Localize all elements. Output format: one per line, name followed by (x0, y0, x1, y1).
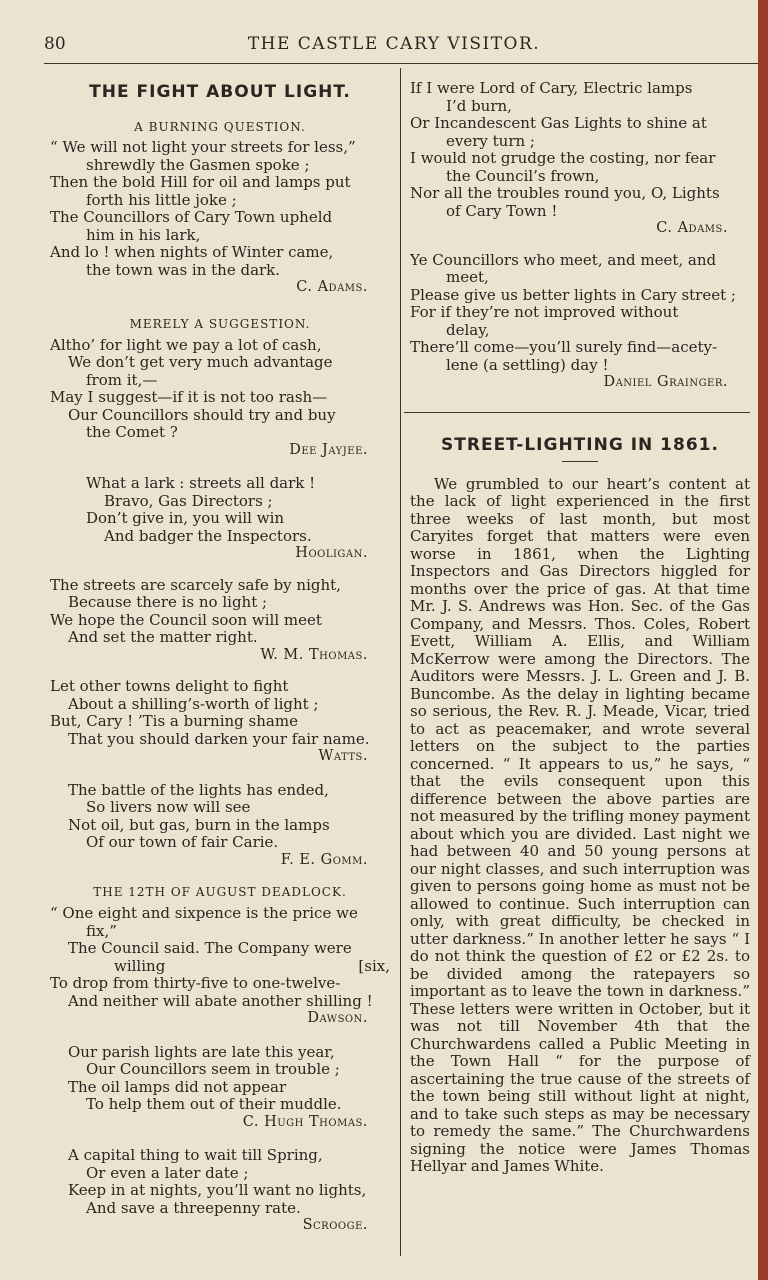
verse-line: To drop from thirty-five to one-twelve- (50, 974, 341, 992)
poem (50, 905, 390, 1028)
poem (50, 678, 390, 766)
verse-line: The battle of the lights has ended, (68, 780, 329, 799)
poem (50, 782, 390, 870)
verse-line: For if they’re not improved without (410, 303, 679, 321)
verse-line: meet, (446, 268, 489, 286)
poem (50, 1044, 390, 1132)
poem-author: Dawson. (307, 1010, 368, 1026)
verse-line: The Council said. The Company were (68, 939, 352, 957)
verse-line: “ We will not light your streets for less,” (50, 138, 356, 156)
verse-line: Then the bold Hill for oil and lamps put (50, 173, 351, 191)
verse-line: We hope the Council soon will meet (50, 610, 322, 629)
section-title: THE FIGHT ABOUT LIGHT. (89, 82, 351, 102)
verse-line: I would not grudge the costing, nor fear (410, 149, 716, 167)
verse-line: him in his lark, (86, 225, 201, 244)
verse-line: the Comet ? (86, 423, 178, 441)
verse-line: the town was in the dark. (86, 260, 281, 279)
verse-line: What a lark : streets all dark ! (86, 474, 316, 492)
poem-author: F. E. Gomm. (280, 851, 368, 868)
verse-line: Bravo, Gas Directors ; (104, 491, 273, 510)
verse-line: I’d burn, (446, 96, 512, 115)
verse-line: Because there is no light ; (68, 593, 268, 611)
verse-line: Or Incandescent Gas Lights to shine at (410, 114, 707, 132)
verse-line: from it,— (86, 370, 158, 389)
verse-line: The Councillors of Cary Town upheld (50, 208, 333, 226)
poem-author: Dee Jayjee. (289, 441, 368, 458)
poem-heading: MERELY A SUGGESTION. (129, 316, 311, 331)
verse-line: the Council’s frown, (446, 166, 600, 185)
verse-line: Altho’ for light we pay a lot of cash, (50, 335, 322, 354)
verse-line: That you should darken your fair name. (68, 729, 370, 748)
verse-line: Not oil, but gas, burn in the lamps (68, 815, 330, 834)
verse-line: Our parish lights are late this year, (68, 1042, 335, 1061)
verse-line: of Cary Town ! (446, 201, 558, 220)
poem-author: Scrooge. (302, 1217, 368, 1233)
verse-line: every turn ; (446, 131, 535, 150)
poem-author: W. M. Thomas. (260, 646, 368, 663)
verse-line: fix,” (86, 921, 117, 940)
poem (410, 80, 750, 238)
poem-author: C. Adams. (296, 279, 368, 295)
column-divider (400, 68, 401, 1256)
verse-line: forth his little joke ; (86, 190, 237, 209)
verse-line: The oil lamps did not appear (68, 1077, 287, 1096)
page-number: 80 (44, 34, 66, 54)
verse-line: About a shilling’s-worth of light ; (68, 694, 319, 713)
verse-line: Ye Councillors who meet, and meet, and (410, 250, 717, 269)
verse-line: And lo ! when nights of Winter came, (50, 243, 334, 261)
verse-line: lene (a settling) day ! (446, 355, 609, 374)
verse-line: And save a threepenny rate. (86, 1198, 301, 1217)
verse-line: And badger the Inspectors. (104, 526, 312, 545)
verse-line: There’ll come—you’ll surely find—acety- (410, 338, 718, 356)
verse-line: [six, (358, 956, 390, 975)
verse-line: And neither will abate another shilling ! (68, 991, 373, 1010)
right-column (410, 80, 750, 1176)
verse-line: delay, (446, 320, 490, 339)
verse-line: We don’t get very much advantage (68, 353, 333, 371)
verse-line: shrewdly the Gasmen spoke ; (86, 155, 310, 174)
verse-line: Our Councillors should try and buy (68, 405, 336, 424)
page-edge (758, 0, 768, 1280)
verse-line: “ One eight and sixpence is the price we (50, 904, 358, 922)
verse-line: May I suggest—if it is not too rash— (50, 388, 328, 406)
left-column (50, 70, 390, 1235)
title-dash (562, 461, 598, 462)
verse-line: A capital thing to wait till Spring, (68, 1146, 323, 1164)
verse-line: If I were Lord of Cary, Electric lamps (410, 79, 693, 97)
poem-author: Daniel Grainger. (603, 374, 728, 390)
poem-author: Watts. (318, 748, 368, 764)
verse-line: So livers now will see (86, 798, 251, 816)
verse-line: Of our town of fair Carie. (86, 833, 279, 851)
verse-line: The streets are scarcely safe by night, (50, 575, 341, 594)
verse-line: To help them out of their muddle. (86, 1095, 342, 1113)
verse-line: Nor all the troubles round you, O, Lights (410, 184, 720, 202)
verse-line: Don’t give in, you will win (86, 509, 285, 527)
article-body: We grumbled to our heart’s content at the lack of light experienced in the first three weeks of last month, but most Caryites forget that matters were even worse in 1861, when the Lighting Inspectors and Gas Directors higgled for months over the price of gas. At that time Mr. J. S. Andrews was Hon. Sec. of the Gas Company, and Messrs. Thos. Coles, Robert Evett, William A. Ellis, and William McKerrow were among the Directors. The Auditors were Messrs. J. L. Green and J. B. Buncombe. As the delay in lighting became so serious, the Rev. R. J. Meade, Vicar, tried to act as peacemaker, and wrote several letters on the subject to the parties concerned. “ It appears to us,” he says, “ that the evils consequent upon this difference between the above parties are not measured by the trifling money payment about which you are divided. Last night we had between 40 and 50 young persons at our night classes, and such interruption was given to persons going home as must not be allowed to continue. Such interruption can only, with great difficulty, be checked in utter darkness.” In another letter he says “ I do not think the question of £2 or £2 2s. to be divided among the ratepayers so important as to leave the town in darkness.” These letters were written in October, but it was not till November 4th that the Churchwardens called a Public Meeting in the Town Hall “ for the purpose of ascertaining the true cause of the streets of the town being still without light at night, and to take such steps as may be necessary to remedy the same.” The Churchwardens signing the notice were James Thomas Hellyar and James White. (410, 474, 750, 1175)
verse-line: Let other towns delight to fight (50, 677, 289, 695)
header-rule (44, 63, 764, 64)
running-title: THE CASTLE CARY VISITOR. (247, 34, 541, 54)
poem-author: C. Adams. (656, 220, 728, 236)
verse-line: Please give us better lights in Cary street ; (410, 285, 736, 304)
poem (50, 475, 390, 563)
poem (50, 139, 390, 297)
poem (50, 337, 390, 460)
verse-line: Or even a later date ; (86, 1163, 249, 1182)
poem (410, 252, 750, 392)
verse-line: But, Cary ! ’Tis a burning shame (50, 712, 298, 730)
running-header (0, 30, 768, 60)
poem-author: C. Hugh Thomas. (242, 1113, 368, 1130)
verse-line: Keep in at nights, you’ll want no lights, (68, 1181, 367, 1199)
verse-line: And set the matter right. (68, 628, 258, 646)
poem (50, 577, 390, 665)
poem-author: Hooligan. (295, 545, 368, 561)
article-title: STREET-LIGHTING IN 1861. (441, 434, 719, 455)
poem-heading: A BURNING QUESTION. (134, 120, 306, 134)
verse-line: Our Councillors seem in trouble ; (86, 1060, 340, 1078)
poem-heading: THE 12TH OF AUGUST DEADLOCK. (93, 885, 347, 899)
section-rule (404, 412, 750, 413)
verse-line: willing (114, 956, 166, 975)
poem (50, 1147, 390, 1235)
